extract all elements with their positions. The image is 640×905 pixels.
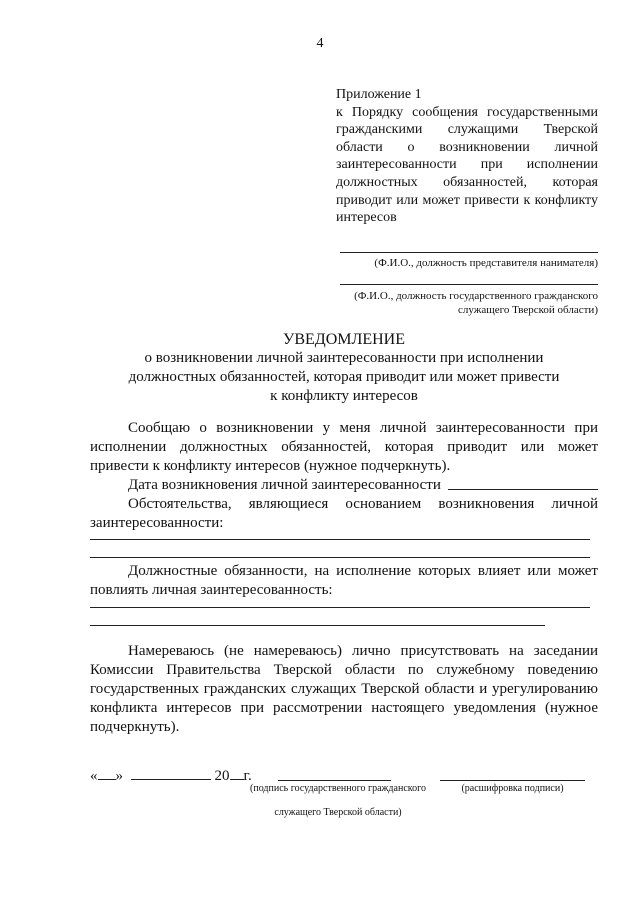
month-blank [131, 766, 211, 780]
employer-caption: (Ф.И.О., должность представителя нанимателя) [374, 257, 598, 269]
duties-line-1 [90, 607, 590, 608]
employee-line [340, 284, 598, 285]
appendix-title: Приложение 1 [336, 87, 422, 102]
notice-subtitle-line2: должностных обязанностей, которая приводит или может привести [128, 369, 560, 385]
date-close-quote: » [115, 768, 123, 784]
statement-paragraph: Сообщаю о возникновении у меня личной заинтересованности при исполнении должностных обязанностей, которая приводит или может привести к конфликту интересов (нужное подчеркнуть). [90, 420, 598, 474]
year-prefix: 20 [214, 768, 230, 784]
circumstances-line-2 [90, 557, 590, 558]
signature-caption-line1: (подпись государственного гражданского [250, 783, 426, 794]
page-number: 4 [316, 36, 324, 51]
date-open-quote: « [90, 768, 98, 784]
employee-caption-line2: служащего Тверской области) [458, 304, 598, 316]
employer-line [340, 252, 598, 253]
date-row [90, 476, 598, 495]
date-line [448, 489, 598, 490]
signature-caption-line2: служащего Тверской области) [274, 807, 402, 818]
year-suffix: г. [243, 768, 252, 784]
signature-caption [238, 782, 438, 819]
day-blank [98, 766, 116, 780]
circumstances-paragraph: Обстоятельства, являющиеся основанием возникновения личной заинтересованности: [90, 496, 598, 531]
duties-line-2 [90, 625, 545, 626]
signature-line [278, 780, 391, 781]
appendix-text: к Порядку сообщения государственными гражданскими служащими Тверской области о возникновении личной заинтересованности при исполнении должностных обязанностей, которая приводит или может привести к конфликту интересов [336, 104, 598, 226]
employee-caption [300, 289, 598, 317]
decode-line [440, 780, 585, 781]
employee-caption-line1: (Ф.И.О., должность государственного гражданского [354, 290, 598, 302]
year-blank [230, 766, 244, 780]
intent-paragraph: Намереваюсь (не намереваюсь) лично присутствовать на заседании Комиссии Правительства Тверской области по служебному поведению государственных гражданских служащих Тверской области и урегулированию конфликта интересов при рассмотрении настоящего уведомления (нужное подчеркнуть). [90, 643, 598, 735]
appendix-block [336, 86, 598, 227]
notice-subtitle-line1: о возникновении личной заинтересованности при исполнении [144, 350, 544, 366]
notice-heading [90, 330, 598, 406]
duties-paragraph: Должностные обязанности, на исполнение которых влияет или может повлиять личная заинтересованность: [90, 563, 598, 598]
notice-subtitle-line3: к конфликту интересов [270, 388, 418, 404]
notice-title: УВЕДОМЛЕНИЕ [283, 331, 405, 348]
date-label: Дата возникновения личной заинтересованности [128, 477, 441, 493]
decode-caption: (расшифровка подписи) [461, 783, 564, 794]
circumstances-line-1 [90, 539, 590, 540]
